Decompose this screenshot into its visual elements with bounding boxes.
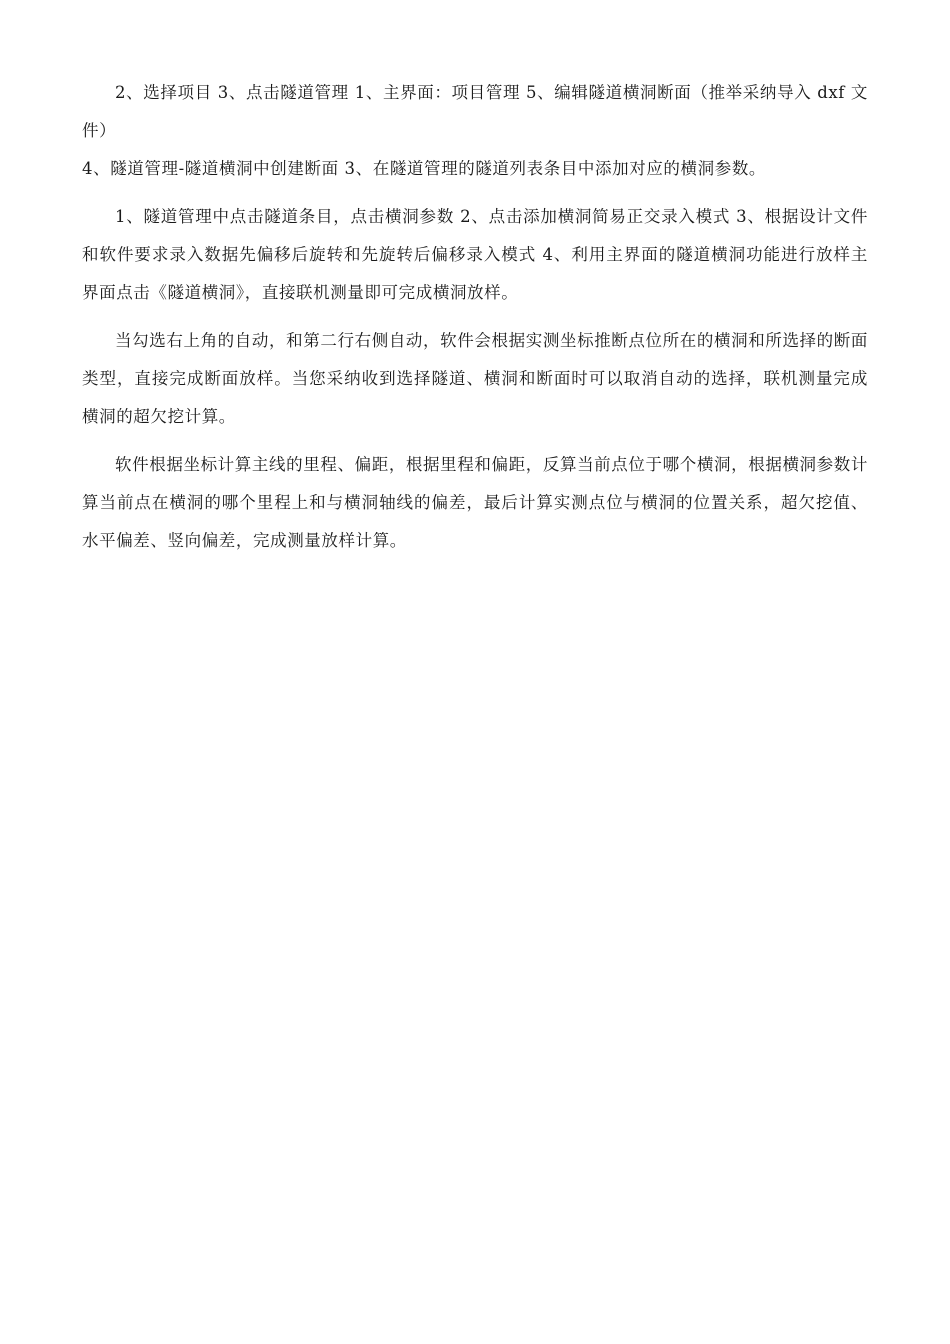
paragraph-1: 2、选择项目 3、点击隧道管理 1、主界面：项目管理 5、编辑隧道横洞断面（推举采纳导入 dxf 文件） [82,83,868,140]
paragraph-2: 4、隧道管理-隧道横洞中创建断面 3、在隧道管理的隧道列表条目中添加对应的横洞参数。 [82,159,767,178]
paragraph-4: 当勾选右上角的自动，和第二行右侧自动，软件会根据实测坐标推断点位所在的横洞和所选择的断面类型，直接完成断面放样。当您采纳收到选择隧道、横洞和断面时可以取消自动的选择，联机测量完成横洞的超欠挖计算。 [82,331,868,426]
paragraph-5: 软件根据坐标计算主线的里程、偏距，根据里程和偏距，反算当前点位于哪个横洞，根据横洞参数计算当前点在横洞的哪个里程上和与横洞轴线的偏差，最后计算实测点位与横洞的位置关系，超欠挖值、水平偏差、竖向偏差，完成测量放样计算。 [82,455,868,550]
document-body [82,74,868,560]
paragraph-3: 1、隧道管理中点击隧道条目，点击横洞参数 2、点击添加横洞简易正交录入模式 3、根据设计文件和软件要求录入数据先偏移后旋转和先旋转后偏移录入模式 4、利用主界面的隧道横洞功能进行放样主界面点击《隧道横洞》，直接联机测量即可完成横洞放样。 [82,207,868,302]
